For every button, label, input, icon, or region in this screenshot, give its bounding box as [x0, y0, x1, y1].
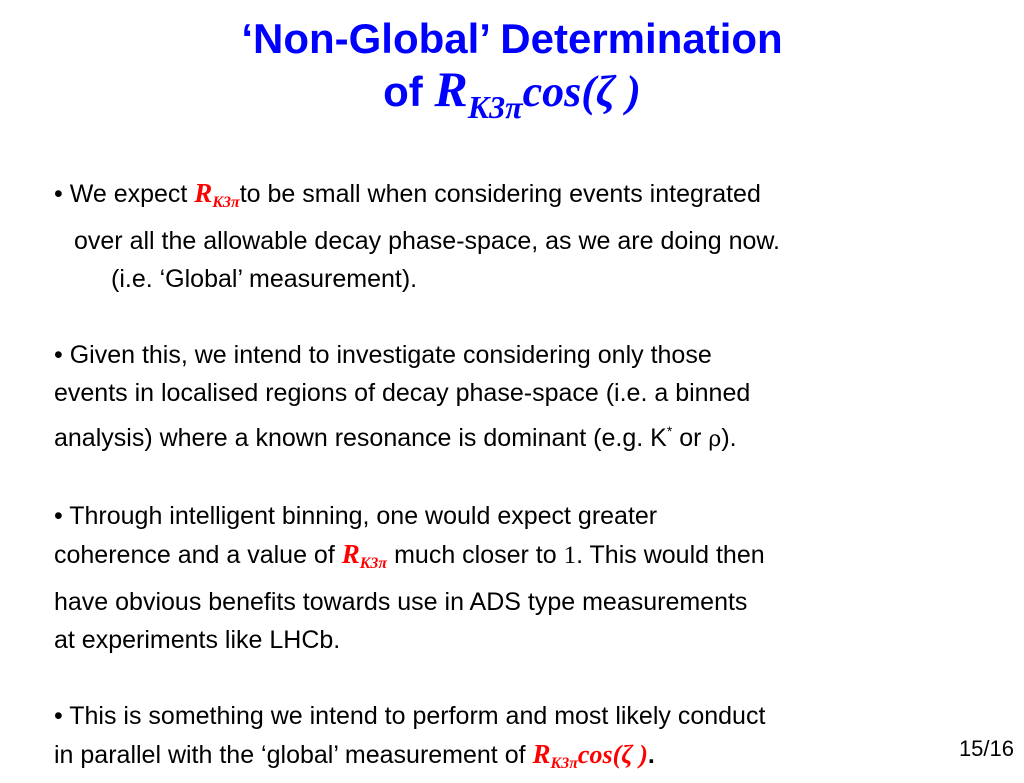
slide-title	[0, 14, 1024, 132]
bullet-3	[54, 497, 974, 659]
bullet-1-line-1	[54, 174, 974, 222]
bullet-1	[54, 174, 974, 298]
symbol-r: R	[194, 178, 213, 208]
bullet-2	[54, 336, 974, 459]
bullet-2-line-3	[54, 412, 974, 459]
r-k3pi-cos-symbol	[532, 739, 648, 772]
bullet-2-or: or	[672, 424, 709, 452]
rho-symbol: ρ	[708, 427, 722, 452]
page-number: 15/16	[958, 736, 1014, 761]
bullet-1-line-2: over all the allowable decay phase-space, as we are doing now.	[74, 227, 780, 255]
title-line-2	[0, 61, 1024, 132]
title-line-1: ‘Non-Global’ Determination	[241, 15, 783, 62]
bullet-3-line-4: at experiments like LHCb.	[54, 626, 341, 654]
symbol-r: R	[532, 739, 551, 769]
bullet-1-text-pre: • We expect	[54, 180, 195, 208]
bullet-2-close: ).	[721, 424, 737, 452]
symbol-sub: K3π	[550, 755, 578, 772]
k-star-superscript: *	[666, 423, 673, 439]
bullet-4-period: .	[647, 741, 655, 769]
bullet-3-text-post: . This would then	[576, 541, 765, 569]
title-symbol-sub: K3π	[467, 89, 523, 125]
spacer	[54, 659, 974, 697]
bullet-1-text-post: to be small when considering events integrated	[239, 180, 761, 208]
slide-body	[54, 174, 974, 783]
title-symbol-cos: cos(ζ )	[522, 67, 641, 116]
bullet-3-line-3: have obvious benefits towards use in ADS type measurements	[54, 588, 748, 616]
symbol-cos: cos(ζ )	[577, 740, 648, 769]
symbol-sub: K3π	[359, 555, 388, 572]
bullet-2-line-1: • Given this, we intend to investigate considering only those	[54, 341, 712, 369]
symbol-sub: K3π	[212, 194, 240, 211]
r-k3pi-symbol	[194, 178, 240, 211]
bullet-3-line-1: • Through intelligent binning, one would expect greater	[54, 502, 658, 530]
spacer	[54, 298, 974, 336]
r-k3pi-symbol	[341, 539, 388, 572]
title-of: of	[383, 68, 435, 115]
bullet-3-line-2	[54, 535, 974, 583]
bullet-4-line-2	[54, 735, 974, 783]
bullet-3-text-pre: coherence and a value of	[54, 541, 342, 569]
bullet-1-line-3: (i.e. ‘Global’ measurement).	[111, 265, 418, 293]
symbol-r: R	[341, 539, 360, 569]
bullet-4-line-1: • This is something we intend to perform and most likely conduct	[54, 702, 766, 730]
bullet-4-text-pre: in parallel with the ‘global’ measurement of	[54, 741, 533, 769]
bullet-3-text-mid: much closer to	[387, 541, 564, 569]
value-one: 1	[563, 542, 577, 569]
spacer	[54, 459, 974, 497]
bullet-2-text-pre: analysis) where a known resonance is dominant (e.g. K	[54, 424, 667, 452]
title-symbol-r: R	[434, 61, 468, 117]
bullet-4	[54, 697, 974, 783]
bullet-2-line-2: events in localised regions of decay phase-space (i.e. a binned	[54, 379, 751, 407]
